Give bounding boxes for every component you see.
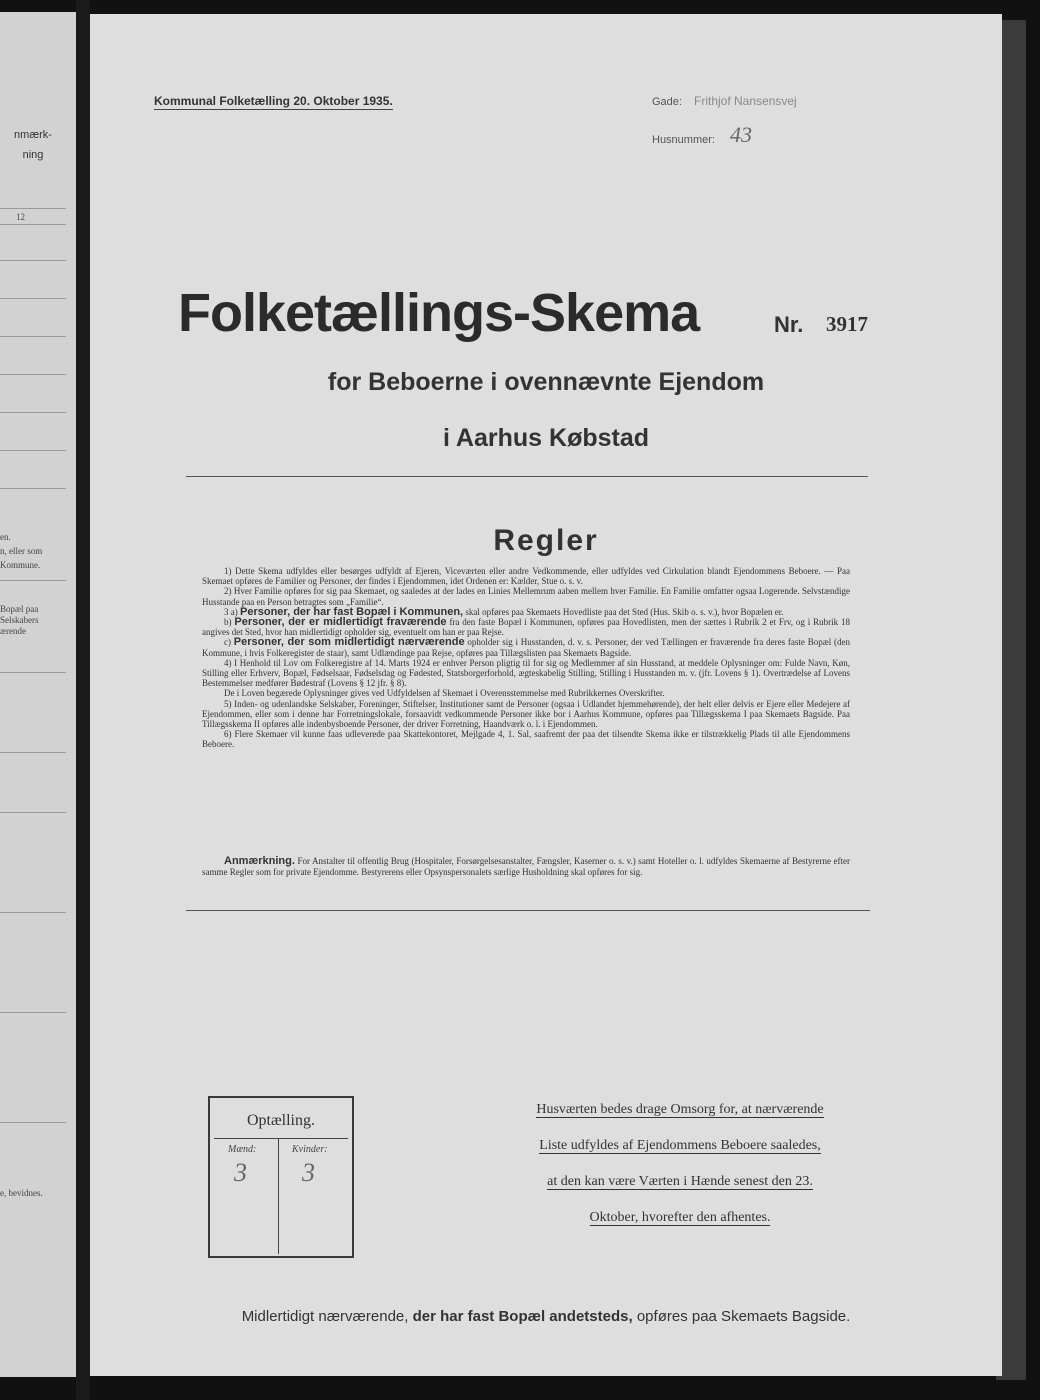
count-box-divider — [278, 1138, 279, 1254]
left-rule — [0, 374, 66, 375]
left-fragment: Bopæl paa — [0, 604, 39, 614]
divider — [186, 910, 870, 911]
count-box — [208, 1096, 354, 1258]
left-fragment: en. — [0, 532, 11, 542]
book-gutter — [76, 0, 90, 1400]
form-subtitle: for Beboerne i ovennævnte Ejendom — [327, 368, 765, 396]
left-fragment: ærende — [0, 626, 26, 636]
rule-3a: 3 a) Personer, der har fast Bopæl i Kommunen, skal opføres paa Skemaets Hovedliste paa det Sted (Hus. Skib o. s. v.), hvor Bopælen er. — [224, 605, 784, 618]
left-fragment: Kommune. — [0, 560, 41, 570]
left-rule — [0, 752, 66, 753]
rules-text — [202, 566, 850, 750]
street-label: Gade: — [652, 96, 682, 108]
left-fragment: Selskabers — [0, 615, 39, 625]
remark-text: For Anstalter til offentlig Brug (Hospitaler, Forsørgelsesanstalter, Fængsler, Kaserner o. s. v.) samt Hoteller o. l. udfyldes Skemaerne af Bestyrerne efter samme Regler som for private Ejendomme. Bestyrerens eller Opsynspersonalets særlige Husholdning skal opføres for sig. — [202, 856, 851, 877]
house-number-label: Husnummer: — [652, 134, 715, 146]
left-page-fragment — [0, 12, 76, 1377]
women-count: 3 — [302, 1158, 315, 1187]
rule-1: 1) Dette Skema udfyldes eller besørges udfyldt af Ejeren, Viceværten eller andre Vedkommende, eller udfyldes ved Cirkulation blandt Ejendommens Beboere. — Paa Skemaet opføres de Familier og Personer, der findes i Ejendommen, idet Ordenen er: Kælder, Stue o. s. v. — [202, 566, 850, 587]
notice-line: Liste udfyldes af Ejendommens Beboere saaledes, — [539, 1138, 821, 1153]
men-label: Mænd: — [228, 1144, 257, 1155]
rule-6: 6) Flere Skemaer vil kunne faas udleverede paa Skattekontoret, Mejlgade 4, 1. Sal, saafremt der paa det tilsendte Skema ikke er tilstrækkelig Plads til alle Ejendommens Beboere. — [202, 729, 850, 750]
street-value: Frithjof Nansensvej — [694, 94, 797, 108]
rule-5: 5) Inden- og udenlandske Selskaber, Foreninger, Stiftelser, Institutioner samt de Personer (ogsaa i Udlandet hjemmehørende), der helt eller delvis er Ejere eller Medejere af Ejendommen, eller som i denne har Forretningslokale, forsaavidt vedkommende Personer ikke bor i Aarhus Kommune, opføres paa Tillægsskema I paa Skemaets Bagside. Paa Tillægsskema II opføres alle indenbysboende Personer, der driver Forretning, Haandværk o. l. i Ejendommen. — [202, 698, 850, 730]
left-rule — [0, 298, 66, 299]
left-header-line2: ning — [22, 149, 44, 161]
form-subtitle-location: i Aarhus Købstad — [442, 424, 650, 452]
left-rule — [0, 1012, 66, 1013]
women-label: Kvinder: — [292, 1144, 328, 1155]
remark-heading: Anmærkning. — [224, 855, 295, 867]
left-col-number: 12 — [16, 212, 25, 222]
notice-line: Oktober, hvorefter den afhentes. — [589, 1210, 771, 1225]
left-rule — [0, 912, 66, 913]
left-rule — [0, 812, 66, 813]
rule-4: 4) I Henhold til Lov om Folkeregistre af 14. Marts 1924 er enhver Person pligtig til for sig og Medlemmer af sin Husstand, at meddele Oplysninger om: Fulde Navn, Køn, Stilling eller Erhverv, Bopæl, Fødselsaar, Fødselsdag og Fødested, Statsborgerforhold, ægteskabelig Stilling, Stilling i Husstanden m. v. (jfr. Lovens § 1). Overtrædelse af Lovens Bestemmelser medfører Bødestraf (Lovens § 12 jfr. § 8). — [202, 657, 850, 689]
left-rule — [0, 260, 66, 261]
left-rule — [0, 672, 66, 673]
rule-4b: De i Loven begærede Oplysninger gives ved Udfyldelsen af Skemaet i Overensstemmelse med Rubrikkernes Overskrifter. — [224, 688, 665, 699]
left-fragment: n, eller som — [0, 546, 43, 556]
left-rule — [0, 224, 66, 225]
left-rule — [0, 450, 66, 451]
left-rule — [0, 580, 66, 581]
rule-2: 2) Hver Familie opføres for sig paa Skemaet, og saaledes at der lades en Linies Mellemrum aaben mellem hver Familie. En Familie omfatter ogsaa Logerende. Selvstændige Husstande paa en Person betragtes som „Familie“. — [202, 586, 850, 607]
census-header: Kommunal Folketælling 20. Oktober 1935. — [154, 94, 393, 108]
footer-note: Midlertidigt nærværende, der har fast Bopæl andetsteds, opføres paa Skemaets Bagside. — [241, 1308, 851, 1325]
divider — [186, 476, 868, 477]
rule-3c: c) Personer, der som midlertidigt nærværende opholder sig i Husstanden, d. v. s. Personer, der ved Tællingen er fraværende fra deres faste Bopæl (den Kommune, i hvis Folkeregister de staar), samt Udlændinge paa Rejse, opføres paa Tillægslisten paa Skemaets Bagside. — [202, 636, 850, 658]
notice-line: Husværten bedes drage Omsorg for, at nærværende — [536, 1102, 824, 1117]
left-header-line1: nmærk- — [14, 129, 52, 141]
remark — [202, 856, 850, 877]
men-count: 3 — [234, 1158, 247, 1187]
left-rule — [0, 336, 66, 337]
notice-line: at den kan være Værten i Hænde senest den 23. — [547, 1174, 813, 1189]
count-box-title: Optælling. — [246, 1112, 315, 1129]
form-number-label: Nr. — [774, 312, 804, 337]
left-fragment: e, bevidnes. — [0, 1188, 43, 1198]
left-rule — [0, 1122, 66, 1123]
rule-3b: b) Personer, der er midlertidigt fraværende fra den faste Bopæl i Kommunen, opføres paa Hovedlisten, men der sættes i Rubrik 2 et Frv, og i Rubrik 18 angives det Sted, hvor han midlertidigt opholder sig, eventuelt om han er paa Rejse. — [202, 616, 851, 638]
count-box-rule — [214, 1138, 348, 1139]
form-title: Folketællings-Skema — [178, 283, 700, 343]
left-rule — [0, 412, 66, 413]
left-rule — [0, 488, 66, 489]
left-rule — [0, 208, 66, 209]
house-number-value: 43 — [730, 122, 752, 147]
form-number-value: 3917 — [826, 312, 868, 336]
rules-heading: Regler — [493, 524, 599, 557]
census-form-page — [90, 14, 1002, 1376]
